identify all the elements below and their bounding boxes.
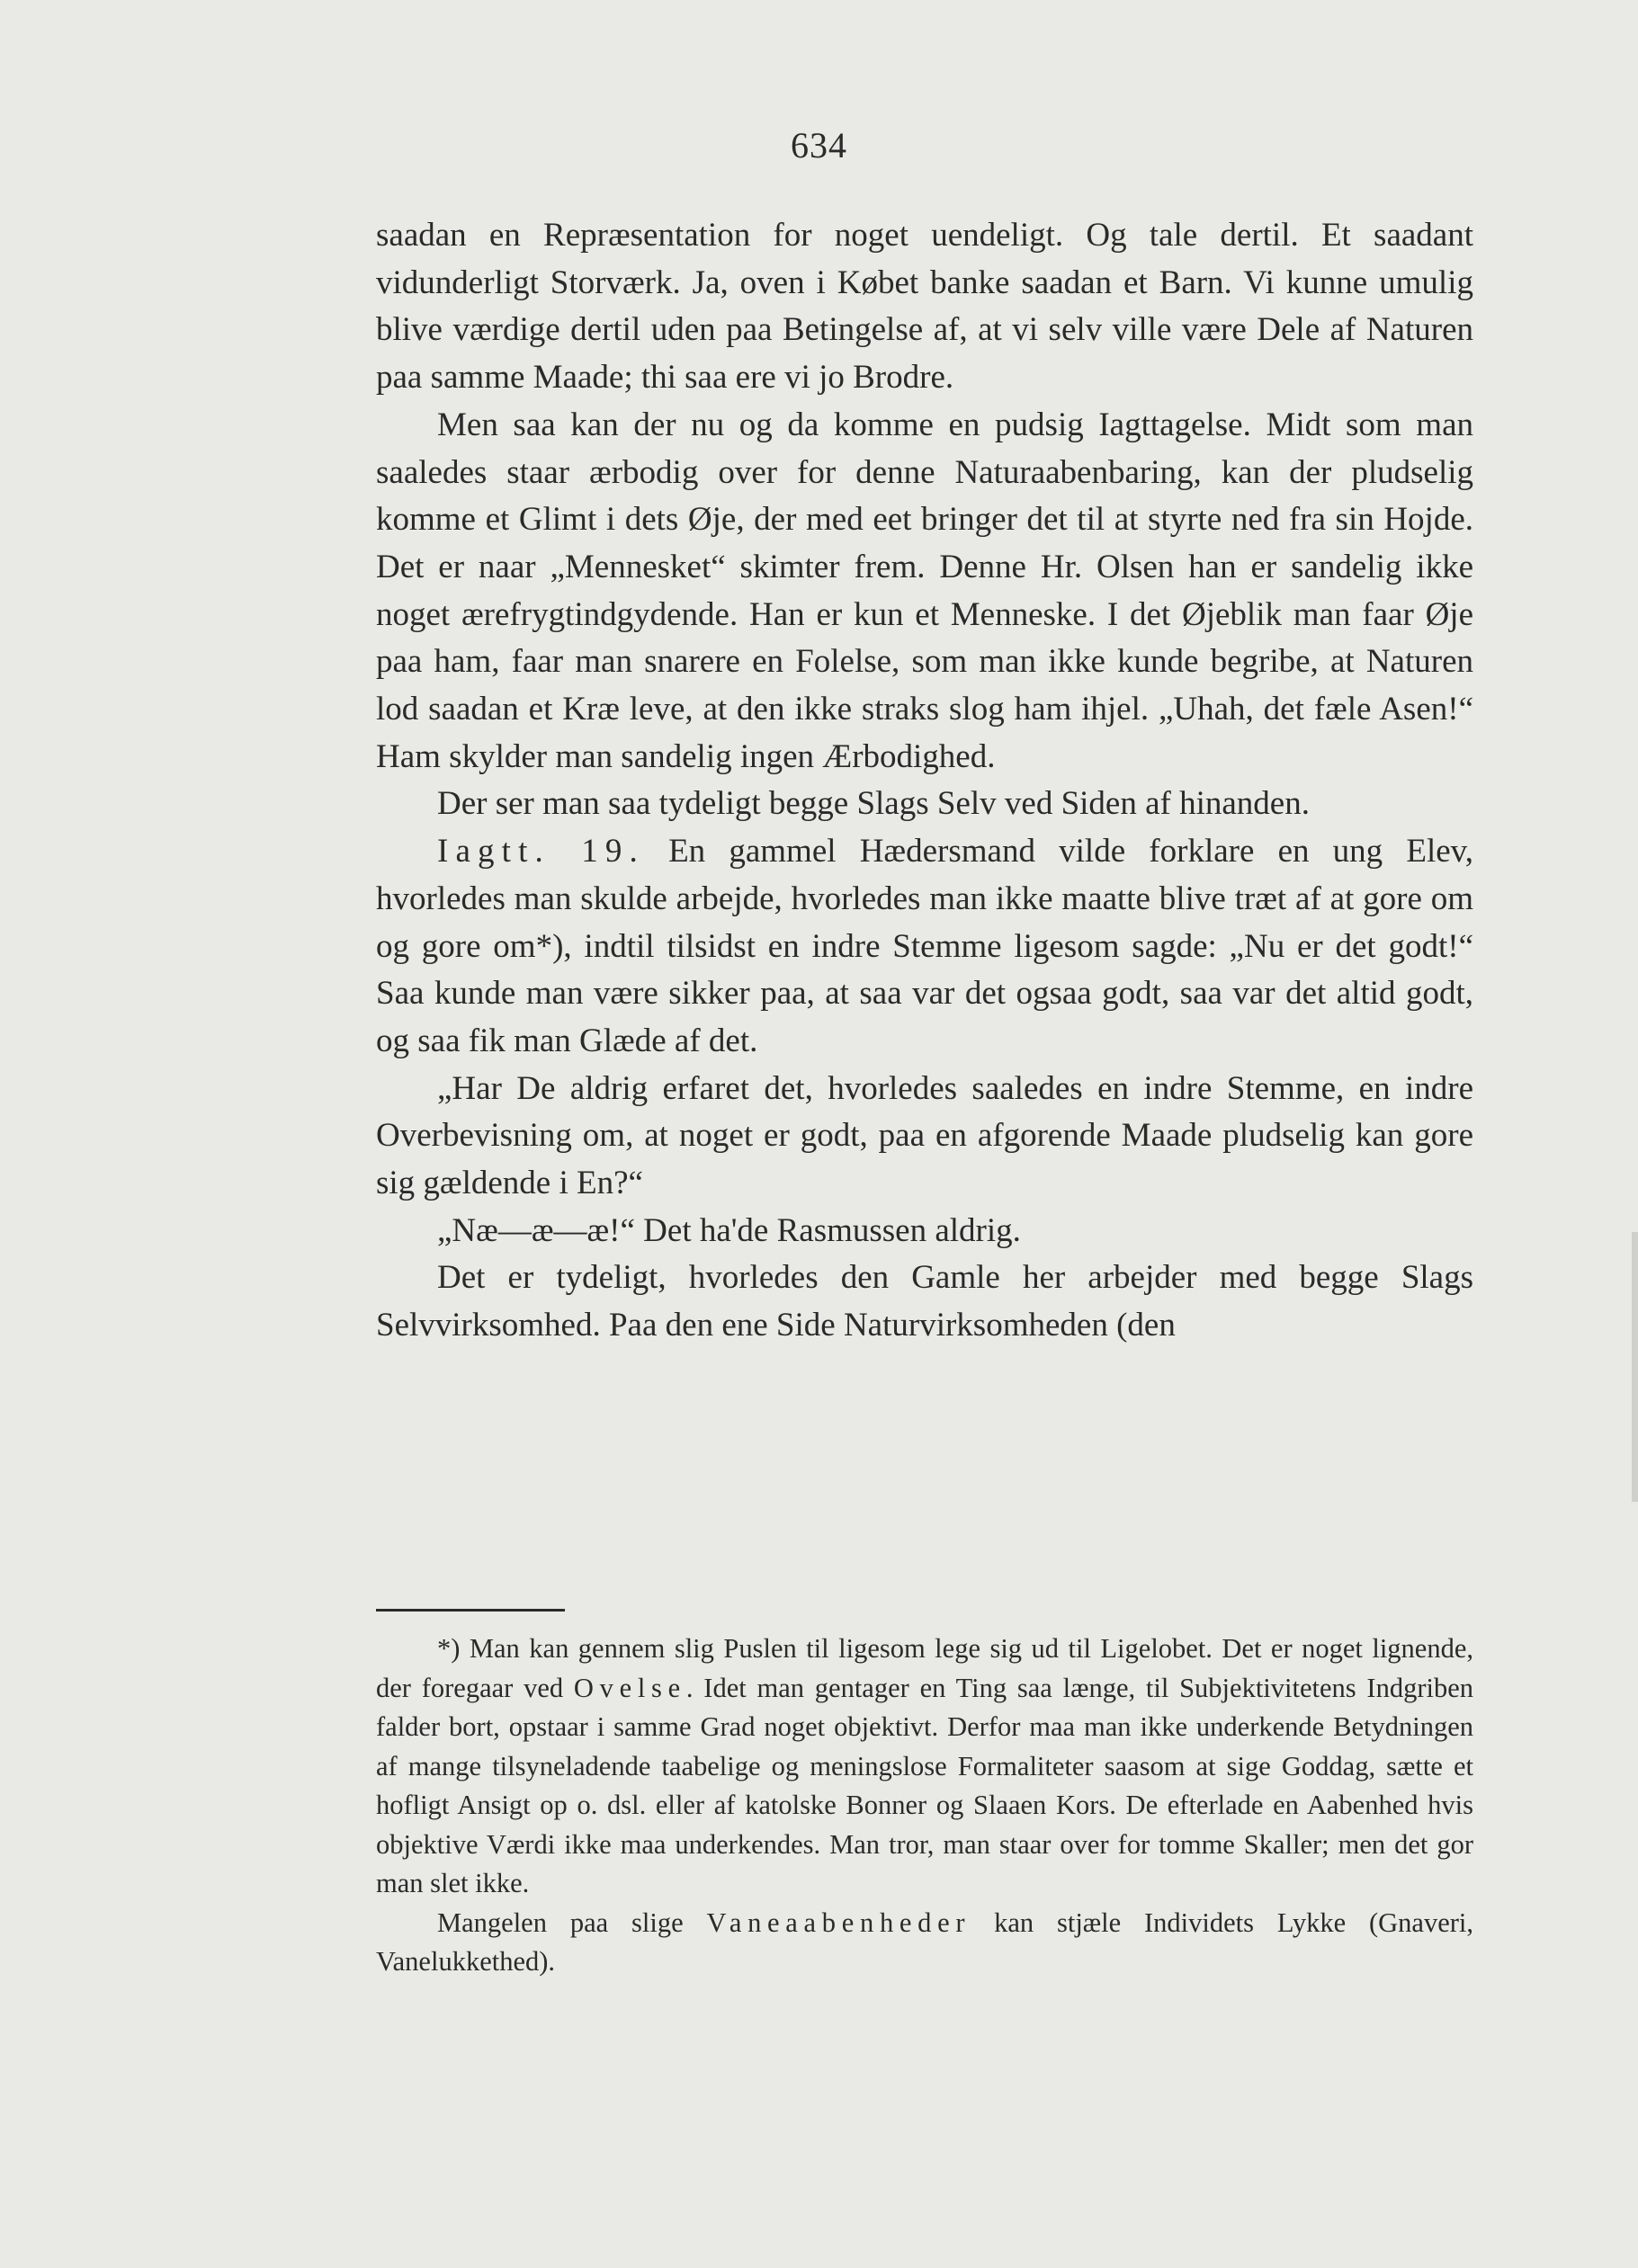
paragraph-2: Men saa kan der nu og da komme en pudsig Iagttagelse. Midt som man saaledes staar ærbodig over for denne Naturaabenbaring, kan der pludselig komme et Glimt i dets Øje, der med eet bringer det til at styrte ned fra sin Hojde. Det er naar „Mennesket“ skimter frem. Denne Hr. Olsen han er sandelig ikke noget ærefrygtindgydende. Han er kun et Menneske. I det Øjeblik man faar Øje paa ham, faar man snarere en Folelse, som man ikke kunde begribe, at Naturen lod saadan et Kræ leve, at den ikke straks slog ham ihjel. „Uhah, det fæle Asen!“ Ham skylder man sandelig ingen Ærbodighed.	[376, 406, 1473, 775]
footnote-1-emphasis: Ovelse	[573, 1672, 686, 1703]
footnote-2-part1: Mangelen paa slige	[437, 1906, 707, 1938]
observation-label: Iagtt. 19.	[437, 833, 645, 871]
footnote-2-emphasis: Vaneaabenheder	[706, 1906, 971, 1938]
footnote-2	[376, 1904, 1473, 1982]
footnotes	[376, 1630, 1473, 1982]
footnote-2-part2: kan stjæle Individets Lykke (Gnaveri, Vanelukkethed).	[376, 1906, 1473, 1977]
page-number: 634	[791, 125, 847, 165]
paragraph-4	[376, 828, 1473, 1066]
page-edge-shadow	[1632, 1232, 1638, 1502]
footnote-1-part1: *) Man kan gennem slig Puslen til ligesom lege sig ud til Ligelobet. Det er noget lignende, der foregaar ved	[376, 1633, 1473, 1703]
footnote-1	[376, 1630, 1473, 1904]
footnote-divider	[376, 1609, 565, 1612]
footnote-1-part2: . Idet man gentager en Ting saa længe, til Subjektivitetens Indgriben falder bort, opstaar i samme Grad noget objektivt. Derfor maa man ikke underkende Betydningen af mange tilsyneladende taabelige og meningslose Formaliteter saasom at sige Goddag, sætte et hofligt Ansigt op o. dsl. eller af katolske Bonner og Slaaen Kors. De efterlade en Aabenhed hvis objektive Værdi ikke maa underkendes. Man tror, man staar over for tomme Skaller; men det gor man slet ikke.	[376, 1672, 1473, 1898]
paragraph-1: saadan en Repræsentation for noget uendeligt. Og tale dertil. Et saadant vidunderligt Storværk. Ja, oven i Købet banke saadan et Barn. Vi kunne umulig blive værdige dertil uden paa Betingelse af, at vi selv ville være Dele af Naturen paa samme Maade; thi saa ere vi jo Brodre.	[376, 217, 1473, 397]
paragraph-7: Det er tydeligt, hvorledes den Gamle her arbejder med begge Slags Selvvirksomhed. Paa den ene Side Naturvirksomheden (den	[376, 1259, 1473, 1344]
paragraph-5: „Har De aldrig erfaret det, hvorledes saaledes en indre Stemme, en indre Overbevisning om, at noget er godt, paa en afgorende Maade pludselig kan gore sig gældende i En?“	[376, 1069, 1473, 1202]
paragraph-4-text: En gammel Hædersmand vilde forklare en ung Elev, hvorledes man skulde arbejde, hvorledes man ikke maatte blive træt af at gore om og gore om*), indtil tilsidst en indre Stemme ligesom sagde: „Nu er det godt!“ Saa kunde man være sikker paa, at saa var det ogsaa godt, saa var det altid godt, og saa fik man Glæde af det.	[376, 833, 1473, 1059]
main-text	[376, 212, 1473, 1350]
paragraph-3: Der ser man saa tydeligt begge Slags Selv ved Siden af hinanden.	[437, 785, 1310, 823]
paragraph-6: „Næ—æ—æ!“ Det ha'de Rasmussen aldrig.	[437, 1211, 1021, 1249]
